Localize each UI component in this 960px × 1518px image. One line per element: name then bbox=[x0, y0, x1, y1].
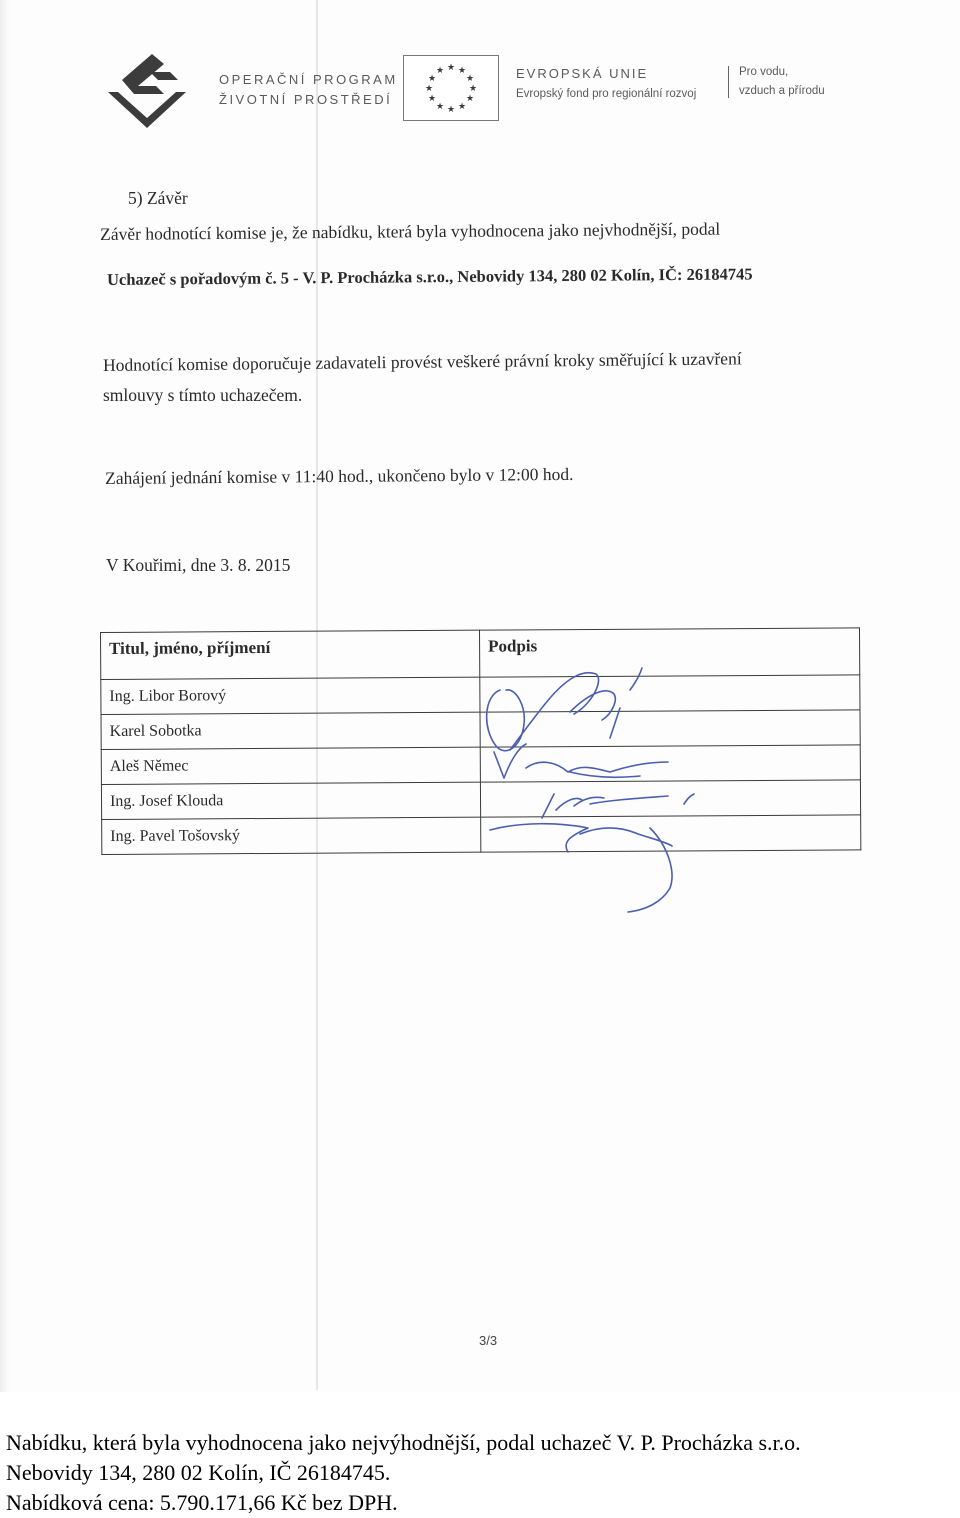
svg-text:★: ★ bbox=[446, 105, 456, 115]
op-zp-logo-icon bbox=[104, 50, 190, 130]
svg-text:★: ★ bbox=[435, 102, 445, 112]
caption bbox=[6, 1428, 801, 1518]
motto-line-2: vzduch a přírodu bbox=[739, 85, 825, 97]
caption-line-3: Nabídková cena: 5.790.171,66 Kč bez DPH. bbox=[6, 1490, 398, 1515]
motto-line-1: Pro vodu, bbox=[739, 66, 789, 78]
conclusion-text: Závěr hodnotící komise je, že nabídku, která byla vyhodnocena jako nejvhodnější, podal bbox=[100, 218, 721, 244]
signature-sobotka bbox=[494, 744, 668, 778]
svg-text:★: ★ bbox=[457, 66, 467, 76]
winner-line: Uchazeč s pořadovým č. 5 - V. P. Procházka s.r.o., Nebovidy 134, 280 02 Kolín, IČ: 26184745 bbox=[107, 264, 753, 289]
svg-text:★: ★ bbox=[457, 102, 467, 112]
session-time: Zahájení jednání komise v 11:40 hod., ukončeno bylo v 12:00 hod. bbox=[105, 463, 574, 488]
svg-text:★: ★ bbox=[446, 63, 456, 73]
eu-flag-icon bbox=[403, 55, 499, 121]
caption-line-1: Nabídku, která byla vyhodnocena jako nejvýhodnější, podal uchazeč V. P. Procházka s.r.o. bbox=[6, 1430, 801, 1455]
header-name: Titul, jméno, příjmení bbox=[101, 630, 480, 679]
header-separator bbox=[728, 66, 729, 98]
svg-text:★: ★ bbox=[427, 94, 437, 104]
op-zp-logo-text bbox=[219, 70, 398, 110]
member-name: Aleš Němec bbox=[101, 747, 480, 784]
op-line-1: OPERAČNÍ PROGRAM bbox=[219, 72, 398, 87]
svg-text:★: ★ bbox=[424, 84, 434, 94]
eu-title: EVROPSKÁ UNIE bbox=[516, 66, 649, 81]
eu-subtitle: Evropský fond pro regionální rozvoj bbox=[516, 88, 697, 100]
op-line-2: ŽIVOTNÍ PROSTŘEDÍ bbox=[219, 92, 393, 107]
place-date: V Kouřimi, dne 3. 8. 2015 bbox=[106, 555, 291, 575]
header-signature: Podpis bbox=[479, 628, 859, 677]
signature-nemec bbox=[542, 794, 694, 818]
member-name: Ing. Pavel Tošovský bbox=[102, 817, 481, 854]
svg-text:★: ★ bbox=[465, 94, 475, 104]
signature-klouda bbox=[490, 824, 672, 912]
handwritten-signatures bbox=[470, 650, 730, 920]
recommendation-line-2: smlouvy s tímto uchazečem. bbox=[103, 385, 303, 405]
svg-text:★: ★ bbox=[427, 74, 437, 84]
section-heading: 5) Závěr bbox=[128, 188, 188, 208]
member-name: Ing. Josef Klouda bbox=[101, 782, 480, 819]
svg-text:★: ★ bbox=[435, 66, 445, 76]
recommendation-line-1: Hodnotící komise doporučuje zadavateli provést veškeré právní kroky směřující k uzavření bbox=[103, 348, 742, 375]
eu-label bbox=[516, 65, 696, 105]
member-name: Karel Sobotka bbox=[101, 712, 480, 749]
member-name: Ing. Libor Borový bbox=[101, 677, 480, 714]
svg-text:★: ★ bbox=[468, 84, 478, 94]
svg-text:★: ★ bbox=[465, 74, 475, 84]
motto bbox=[739, 63, 825, 101]
caption-line-2: Nebovidy 134, 280 02 Kolín, IČ 26184745. bbox=[6, 1460, 391, 1485]
page-number: 3/3 bbox=[479, 1333, 498, 1348]
signature-borovy bbox=[487, 668, 642, 751]
scan-edge bbox=[0, 0, 10, 1392]
